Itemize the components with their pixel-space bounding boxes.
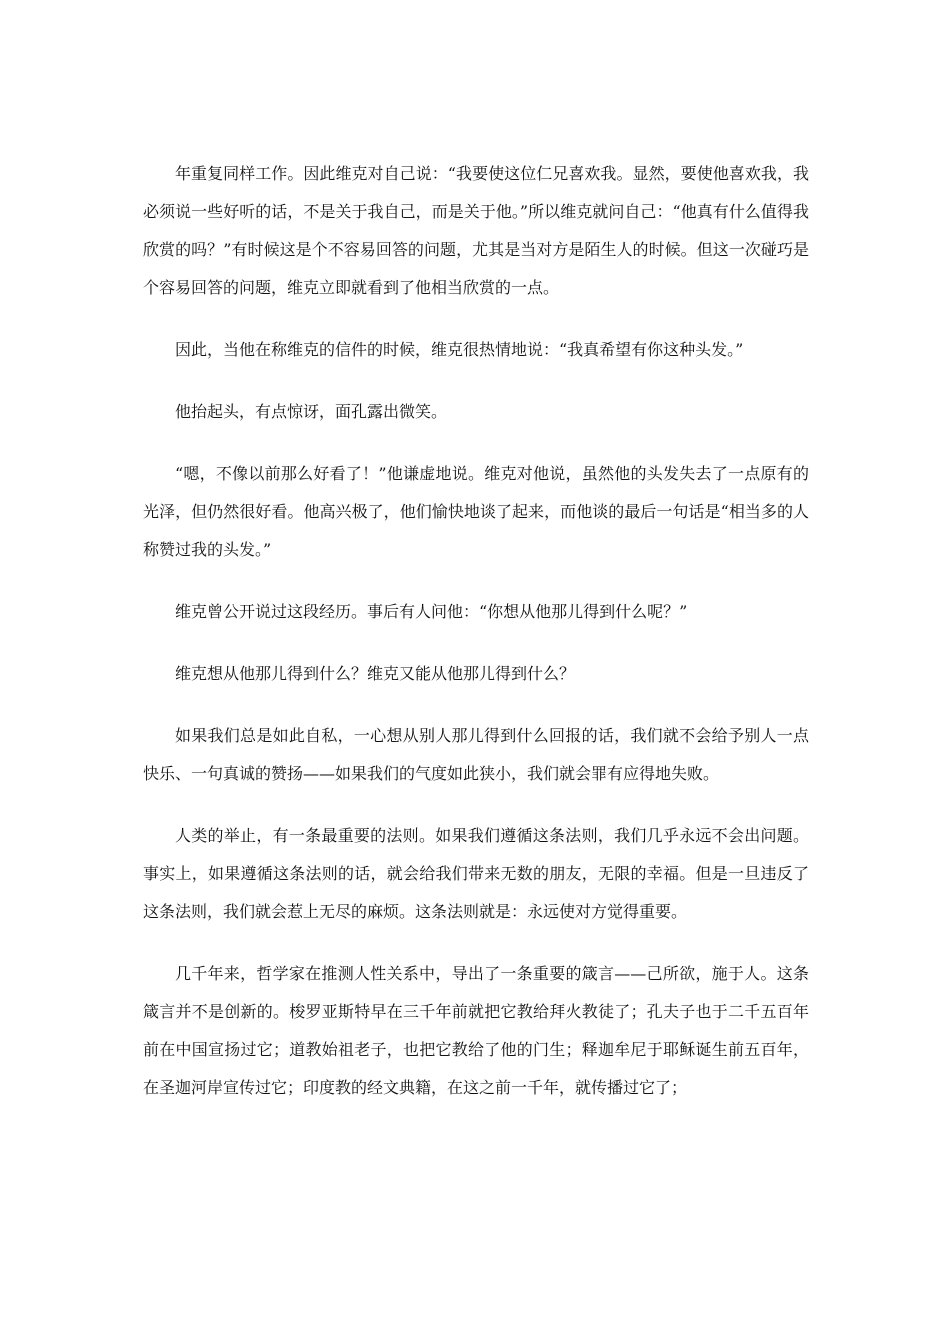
paragraph: 因此，当他在称维克的信件的时候，维克很热情地说：“我真希望有你这种头发。” xyxy=(175,340,744,359)
paragraph: 维克想从他那儿得到什么？维克又能从他那儿得到什么？ xyxy=(175,664,576,683)
paragraph: 几千年来，哲学家在推测人性关系中，导出了一条重要的箴言——己所欲，施于人。这条箴言并不是创新的。梭罗亚斯特早在三千年前就把它教给拜火教徒了；孔夫子也于二千五百年前在中国宣扬过它；道教始祖老子，也把它教给了他的门生；释迦牟尼于耶稣诞生前五百年，在圣迦河岸宣传过它；印度教的经文典籍，在这之前一千年，就传播过它了； xyxy=(143,964,809,1097)
paragraph: 人类的举止，有一条最重要的法则。如果我们遵循这条法则，我们几乎永远不会出问题。事实上，如果遵循这条法则的话，就会给我们带来无数的朋友，无限的幸福。但是一旦违反了这条法则，我们就会惹上无尽的麻烦。这条法则就是：永远使对方觉得重要。 xyxy=(143,826,809,921)
paragraph: 如果我们总是如此自私，一心想从别人那儿得到什么回报的话，我们就不会给予别人一点快乐、一句真诚的赞扬——如果我们的气度如此狭小，我们就会罪有应得地失败。 xyxy=(143,726,809,783)
paragraph: 他抬起头，有点惊讶，面孔露出微笑。 xyxy=(175,402,448,421)
paragraph: 维克曾公开说过这段经历。事后有人问他：“你想从他那儿得到什么呢？” xyxy=(175,602,688,621)
paragraph: “嗯，不像以前那么好看了！”他谦虚地说。维克对他说，虽然他的头发失去了一点原有的光泽，但仍然很好看。他高兴极了，他们愉快地谈了起来，而他谈的最后一句话是“相当多的人称赞过我的头发。” xyxy=(143,464,809,559)
paragraph: 年重复同样工作。因此维克对自己说：“我要使这位仁兄喜欢我。显然，要使他喜欢我，我必须说一些好听的话，不是关于我自己，而是关于他。”所以维克就问自己：“他真有什么值得我欣赏的吗？”有时候这是个不容易回答的问题，尤其是当对方是陌生人的时候。但这一次碰巧是个容易回答的问题，维克立即就看到了他相当欣赏的一点。 xyxy=(143,164,809,297)
document-body xyxy=(143,155,809,1107)
